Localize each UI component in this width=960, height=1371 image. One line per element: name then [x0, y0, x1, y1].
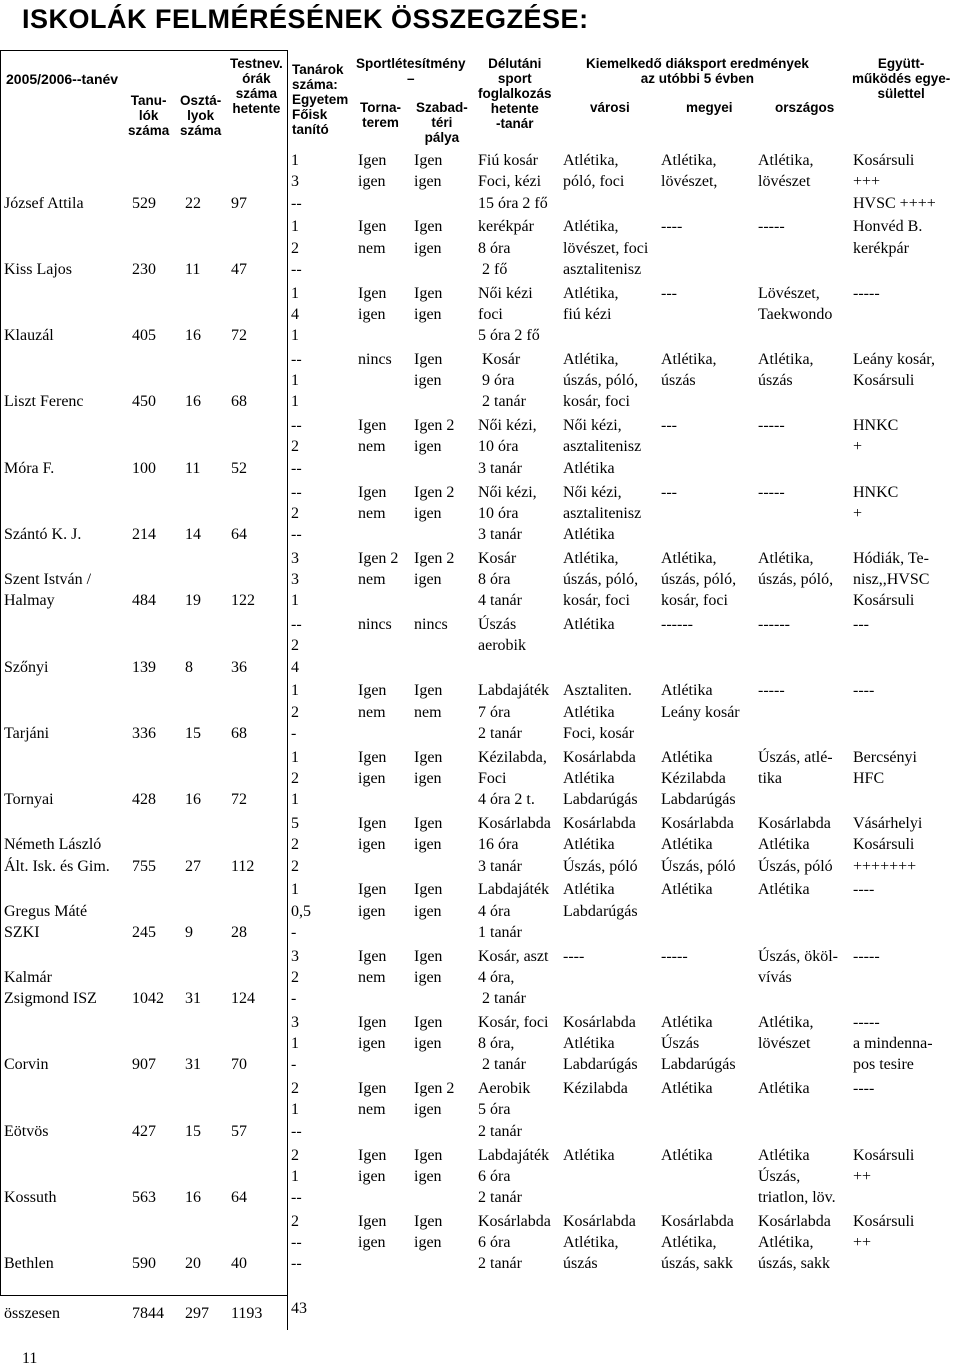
coop-cell: HNKC +: [853, 417, 899, 456]
field-cell: Igen 2 igen: [414, 549, 455, 589]
gym-cell: nincs: [358, 350, 392, 368]
afternoon-cell: Labdajáték 6 óra 2 tanár: [478, 1146, 550, 1207]
national-result-cell: Kosárlabda Atlétika Úszás, póló: [758, 815, 833, 875]
school-name: Kalmár Zsigmond ISZ: [4, 968, 97, 1008]
coop-cell: ----: [853, 881, 875, 899]
county-result-cell: Atlétika: [661, 1080, 713, 1098]
gym-cell: Igen igen: [358, 881, 387, 920]
school-hours: 52: [231, 459, 247, 477]
gym-cell: Igen igen: [358, 1212, 387, 1252]
field-cell: Igen igen: [414, 1146, 443, 1185]
gym-cell: Igen nem: [358, 483, 387, 522]
national-result-cell: Atlétika: [758, 881, 810, 899]
school-hours: 68: [231, 393, 247, 411]
county-result-cell: Atlétika: [661, 1146, 713, 1164]
school-classes: 15: [185, 1122, 201, 1140]
afternoon-cell: Úszás aerobik: [478, 616, 526, 655]
page-title: ISKOLÁK FELMÉRÉSÉNEK ÖSSZEGZÉSE:: [22, 4, 589, 34]
school-hours: 64: [231, 526, 247, 544]
school-hours: 72: [231, 327, 247, 345]
gym-cell: Igen nem: [358, 682, 387, 721]
city-result-cell: Atlétika, úszás, póló, kosár, foci: [563, 549, 639, 610]
school-classes: 27: [185, 857, 201, 875]
gym-cell: Igen nem: [358, 947, 387, 986]
teachers-cell: 2 1 --: [291, 1146, 302, 1207]
school-name: Eötvös: [4, 1122, 49, 1140]
header-teachers: Tanárok száma: Egyetem Főisk tanító: [292, 62, 349, 137]
teachers-cell: 3 3 1: [291, 549, 299, 610]
city-result-cell: Asztaliten. Atlétika Foci, kosár: [563, 682, 635, 742]
afternoon-cell: Kosár 9 óra 2 tanár: [482, 350, 526, 411]
table-row: [0, 1012, 960, 1078]
coop-cell: Kosársuli ++: [853, 1212, 915, 1252]
national-result-cell: -----: [758, 417, 785, 435]
school-name: Németh László Ált. Isk. és Gim.: [4, 836, 110, 875]
table-border-bottom: [0, 1295, 288, 1296]
national-result-cell: -----: [758, 682, 785, 700]
table-row: [0, 946, 960, 1012]
coop-cell: ----: [853, 682, 875, 700]
table-row: [0, 415, 960, 481]
header-pe-hours: Testnev. órák száma hetente: [230, 56, 283, 116]
gym-cell: Igen nem: [358, 417, 387, 456]
teachers-cell: 2 1 --: [291, 1080, 302, 1140]
city-result-cell: Atlétika, fiú kézi: [563, 284, 619, 323]
county-result-cell: ---: [661, 417, 677, 435]
field-cell: Igen igen: [414, 350, 443, 390]
school-name: Bethlen: [4, 1255, 54, 1273]
header-county: megyei: [686, 100, 733, 115]
teachers-cell: -- 2 4: [291, 616, 302, 676]
school-classes: 16: [185, 327, 201, 345]
school-classes: 15: [185, 724, 201, 742]
school-name: József Attila: [4, 194, 84, 212]
county-result-cell: ---: [661, 483, 677, 501]
school-classes: 31: [185, 990, 201, 1008]
field-cell: Igen igen: [414, 284, 443, 323]
school-students: 1042: [132, 990, 164, 1008]
afternoon-cell: Kosár 8 óra 4 tanár: [478, 549, 522, 610]
school-name: Kiss Lajos: [4, 260, 72, 278]
school-hours: 36: [231, 658, 247, 676]
school-name: Kossuth: [4, 1189, 57, 1207]
school-students: 907: [132, 1056, 156, 1074]
gym-cell: Igen nem: [358, 1080, 387, 1119]
county-result-cell: Atlétika Kézilabda Labdarúgás: [661, 748, 736, 809]
school-hours: 64: [231, 1189, 247, 1207]
school-hours: 68: [231, 724, 247, 742]
school-students: 139: [132, 658, 156, 676]
teachers-cell: 1 2 --: [291, 218, 302, 278]
table-row: [0, 1211, 960, 1277]
school-students: 245: [132, 923, 156, 941]
school-name: Corvin: [4, 1056, 49, 1074]
county-result-cell: -----: [661, 947, 688, 965]
school-students: 529: [132, 194, 156, 212]
header-year: 2005/2006--tanév: [6, 71, 119, 87]
header-results: Kiemelkedő diáksport eredmények az utóbbi 5 évben: [586, 56, 809, 86]
school-classes: 11: [185, 260, 201, 278]
gym-cell: Igen nem: [358, 218, 387, 257]
school-students: 427: [132, 1122, 156, 1140]
afternoon-cell: Kézilabda, Foci 4 óra 2 t.: [478, 748, 547, 809]
city-result-cell: Atlétika Labdarúgás: [563, 881, 638, 920]
coop-cell: Honvéd B. kerékpár: [853, 218, 923, 257]
table-row: [0, 150, 960, 216]
city-result-cell: Kézilabda: [563, 1080, 628, 1098]
county-result-cell: Atlétika, úszás, póló, kosár, foci: [661, 549, 737, 610]
header-classes: Osztá- lyok száma: [180, 93, 222, 138]
table-row: [0, 879, 960, 945]
total-teachers: 43: [291, 1300, 307, 1317]
gym-cell: Igen igen: [358, 284, 387, 323]
gym-cell: Igen igen: [358, 152, 387, 191]
field-cell: Igen 2 igen: [414, 1080, 455, 1119]
field-cell: Igen igen: [414, 947, 443, 986]
coop-cell: -----: [853, 284, 880, 302]
county-result-cell: ----: [661, 218, 683, 236]
city-result-cell: Atlétika: [563, 1146, 615, 1164]
afternoon-cell: Fiú kosár Foci, kézi 15 óra 2 fő: [478, 152, 548, 212]
school-name: Liszt Ferenc: [4, 393, 84, 411]
school-students: 755: [132, 857, 156, 875]
coop-cell: Vásárhelyi Kosársuli +++++++: [853, 815, 923, 875]
coop-cell: -----: [853, 947, 880, 965]
table-row: [0, 216, 960, 282]
table-row: [0, 747, 960, 813]
teachers-cell: 2 -- --: [291, 1212, 302, 1273]
school-hours: 124: [231, 990, 255, 1008]
national-result-cell: Atlétika, úszás, póló,: [758, 549, 834, 589]
field-cell: Igen 2 igen: [414, 483, 455, 522]
city-result-cell: ----: [563, 947, 585, 965]
school-classes: 11: [185, 459, 201, 477]
national-result-cell: Lövészet, Taekwondo: [758, 284, 833, 323]
field-cell: Igen igen: [414, 218, 443, 257]
school-students: 450: [132, 393, 156, 411]
county-result-cell: Atlétika: [661, 881, 713, 899]
school-hours: 122: [231, 592, 255, 610]
school-name: Tarjáni: [4, 724, 50, 742]
school-students: 100: [132, 459, 156, 477]
teachers-cell: 1 4 1: [291, 284, 299, 345]
afternoon-cell: Labdajáték 7 óra 2 tanár: [478, 682, 550, 742]
header-facility: Sportlétesítmény –: [356, 56, 466, 86]
school-classes: 16: [185, 1189, 201, 1207]
afternoon-cell: Aerobik 5 óra 2 tanár: [478, 1080, 531, 1140]
coop-cell: Kosársuli ++: [853, 1146, 915, 1185]
header-students: Tanu- lók száma: [128, 93, 170, 138]
school-classes: 8: [185, 658, 193, 676]
header-national: országos: [775, 100, 835, 115]
school-name: Móra F.: [4, 459, 55, 477]
table-row: [0, 680, 960, 746]
school-hours: 70: [231, 1056, 247, 1074]
teachers-cell: 3 2 -: [291, 947, 299, 1008]
city-result-cell: Atlétika, úszás, póló, kosár, foci: [563, 350, 639, 411]
gym-cell: Igen igen: [358, 1013, 387, 1053]
school-name: Szántó K. J.: [4, 526, 82, 544]
school-name: Klauzál: [4, 327, 54, 345]
school-students: 484: [132, 592, 156, 610]
county-result-cell: Kosárlabda Atlétika Úszás, póló: [661, 815, 736, 875]
coop-cell: Kosársuli +++ HVSC ++++: [853, 152, 936, 212]
national-result-cell: Úszás, atlé- tika: [758, 748, 833, 787]
field-cell: Igen 2 igen: [414, 417, 455, 456]
city-result-cell: Atlétika, lövészet, foci asztalitenisz: [563, 218, 649, 278]
city-result-cell: Női kézi, asztalitenisz Atlétika: [563, 483, 642, 544]
school-classes: 19: [185, 592, 201, 610]
school-classes: 31: [185, 1056, 201, 1074]
city-result-cell: Kosárlabda Atlétika Labdarúgás: [563, 1013, 638, 1074]
teachers-cell: -- 1 1: [291, 350, 302, 411]
afternoon-cell: Labdajáték 4 óra 1 tanár: [478, 881, 550, 941]
table-row: [0, 813, 960, 879]
field-cell: Igen igen: [414, 1013, 443, 1053]
table-row: [0, 482, 960, 548]
national-result-cell: -----: [758, 218, 785, 236]
school-classes: 22: [185, 194, 201, 212]
city-result-cell: Atlétika: [563, 616, 615, 634]
national-result-cell: -----: [758, 483, 785, 501]
header-field: Szabad- téri pálya: [416, 100, 468, 145]
city-result-cell: Kosárlabda Atlétika Labdarúgás: [563, 748, 638, 809]
school-hours: 47: [231, 260, 247, 278]
school-classes: 14: [185, 526, 201, 544]
afternoon-cell: Kosár, aszt 4 óra, 2 tanár: [478, 947, 549, 1008]
header-afternoon: Délutáni sport foglalkozás hetente -tanár: [478, 56, 552, 131]
coop-cell: ----- a mindenna- pos tesire: [853, 1013, 933, 1074]
county-result-cell: Atlétika Leány kosár: [661, 682, 740, 721]
school-hours: 57: [231, 1122, 247, 1140]
school-classes: 20: [185, 1255, 201, 1273]
school-name: Tornyai: [4, 791, 54, 809]
teachers-cell: -- 2 --: [291, 483, 302, 544]
city-result-cell: Atlétika, póló, foci: [563, 152, 625, 191]
school-students: 336: [132, 724, 156, 742]
header-city: városi: [590, 100, 630, 115]
city-result-cell: Kosárlabda Atlétika Úszás, póló: [563, 815, 638, 875]
field-cell: nincs: [414, 616, 448, 634]
afternoon-cell: Női kézi, 10 óra 3 tanár: [478, 417, 537, 477]
afternoon-cell: Kosárlabda 6 óra 2 tanár: [478, 1212, 551, 1273]
field-cell: Igen igen: [414, 815, 443, 854]
table-row: [0, 614, 960, 680]
afternoon-cell: Női kézi foci 5 óra 2 fő: [478, 284, 540, 345]
school-students: 214: [132, 526, 156, 544]
national-result-cell: Atlétika, lövészet: [758, 152, 814, 191]
school-students: 230: [132, 260, 156, 278]
teachers-cell: 3 1 -: [291, 1013, 299, 1074]
gym-cell: nincs: [358, 616, 392, 634]
school-classes: 16: [185, 791, 201, 809]
school-hours: 28: [231, 923, 247, 941]
coop-cell: Leány kosár, Kosársuli: [853, 350, 935, 390]
total-students: 7844: [132, 1305, 164, 1322]
table-row: [0, 1078, 960, 1144]
teachers-cell: 5 2 2: [291, 815, 299, 875]
county-result-cell: Atlétika Úszás Labdarúgás: [661, 1013, 736, 1074]
table-row: [0, 283, 960, 349]
school-classes: 9: [185, 923, 193, 941]
school-name: Szőnyi: [4, 658, 49, 676]
school-students: 563: [132, 1189, 156, 1207]
gym-cell: Igen igen: [358, 1146, 387, 1185]
coop-cell: ----: [853, 1080, 875, 1098]
table-row: [0, 1145, 960, 1211]
national-result-cell: Atlétika Úszás, triatlon, löv.: [758, 1146, 836, 1207]
afternoon-cell: kerékpár 8 óra 2 fő: [478, 218, 534, 278]
table-row: [0, 548, 960, 614]
gym-cell: Igen igen: [358, 748, 387, 787]
total-hours: 1193: [231, 1305, 263, 1322]
school-students: 428: [132, 791, 156, 809]
school-hours: 40: [231, 1255, 247, 1273]
county-result-cell: Atlétika, úszás: [661, 350, 717, 390]
afternoon-cell: Kosárlabda 16 óra 3 tanár: [478, 815, 551, 875]
school-students: 405: [132, 327, 156, 345]
afternoon-cell: Kosár, foci 8 óra, 2 tanár: [478, 1013, 549, 1074]
coop-cell: Bercsényi HFC: [853, 748, 917, 787]
city-result-cell: Női kézi, asztalitenisz Atlétika: [563, 417, 642, 477]
county-result-cell: ------: [661, 616, 693, 634]
school-hours: 72: [231, 791, 247, 809]
table-row: [0, 349, 960, 415]
county-result-cell: Kosárlabda Atlétika, úszás, sakk: [661, 1212, 734, 1273]
national-result-cell: Atlétika: [758, 1080, 810, 1098]
afternoon-cell: Női kézi, 10 óra 3 tanár: [478, 483, 537, 544]
school-hours: 112: [231, 857, 255, 875]
county-result-cell: ---: [661, 284, 677, 302]
school-hours: 97: [231, 194, 247, 212]
total-label: összesen: [4, 1305, 60, 1322]
teachers-cell: -- 2 --: [291, 417, 302, 477]
field-cell: Igen igen: [414, 1212, 443, 1252]
gym-cell: Igen igen: [358, 815, 387, 854]
page-number: 11: [22, 1350, 38, 1367]
school-name: Gregus Máté SZKI: [4, 902, 88, 941]
table-border-top: [0, 50, 288, 51]
county-result-cell: Atlétika, lövészet,: [661, 152, 718, 191]
teachers-cell: 1 3 --: [291, 152, 302, 212]
national-result-cell: Atlétika, lövészet: [758, 1013, 814, 1053]
field-cell: Igen igen: [414, 748, 443, 787]
field-cell: Igen igen: [414, 881, 443, 920]
teachers-cell: 1 2 -: [291, 682, 299, 742]
teachers-cell: 1 2 1: [291, 748, 299, 809]
gym-cell: Igen 2 nem: [358, 549, 399, 589]
school-students: 590: [132, 1255, 156, 1273]
coop-cell: HNKC +: [853, 483, 899, 522]
national-result-cell: Atlétika, úszás: [758, 350, 814, 390]
total-classes: 297: [185, 1305, 209, 1322]
school-classes: 16: [185, 393, 201, 411]
national-result-cell: Úszás, ököl- vívás: [758, 947, 838, 986]
school-name: Szent István / Halmay: [4, 571, 92, 610]
coop-cell: Hódiák, Te- nisz,,HVSC Kosársuli: [853, 549, 930, 610]
coop-cell: ---: [853, 616, 869, 634]
national-result-cell: ------: [758, 616, 790, 634]
city-result-cell: Kosárlabda Atlétika, úszás: [563, 1212, 636, 1273]
field-cell: Igen nem: [414, 682, 443, 721]
teachers-cell: 1 0,5 -: [291, 881, 311, 941]
header-coop: Együtt- működés egye- sülettel: [852, 56, 951, 101]
field-cell: Igen igen: [414, 152, 443, 191]
national-result-cell: Kosárlabda Atlétika, úszás, sakk: [758, 1212, 831, 1273]
header-gym: Torna- terem: [360, 100, 401, 130]
